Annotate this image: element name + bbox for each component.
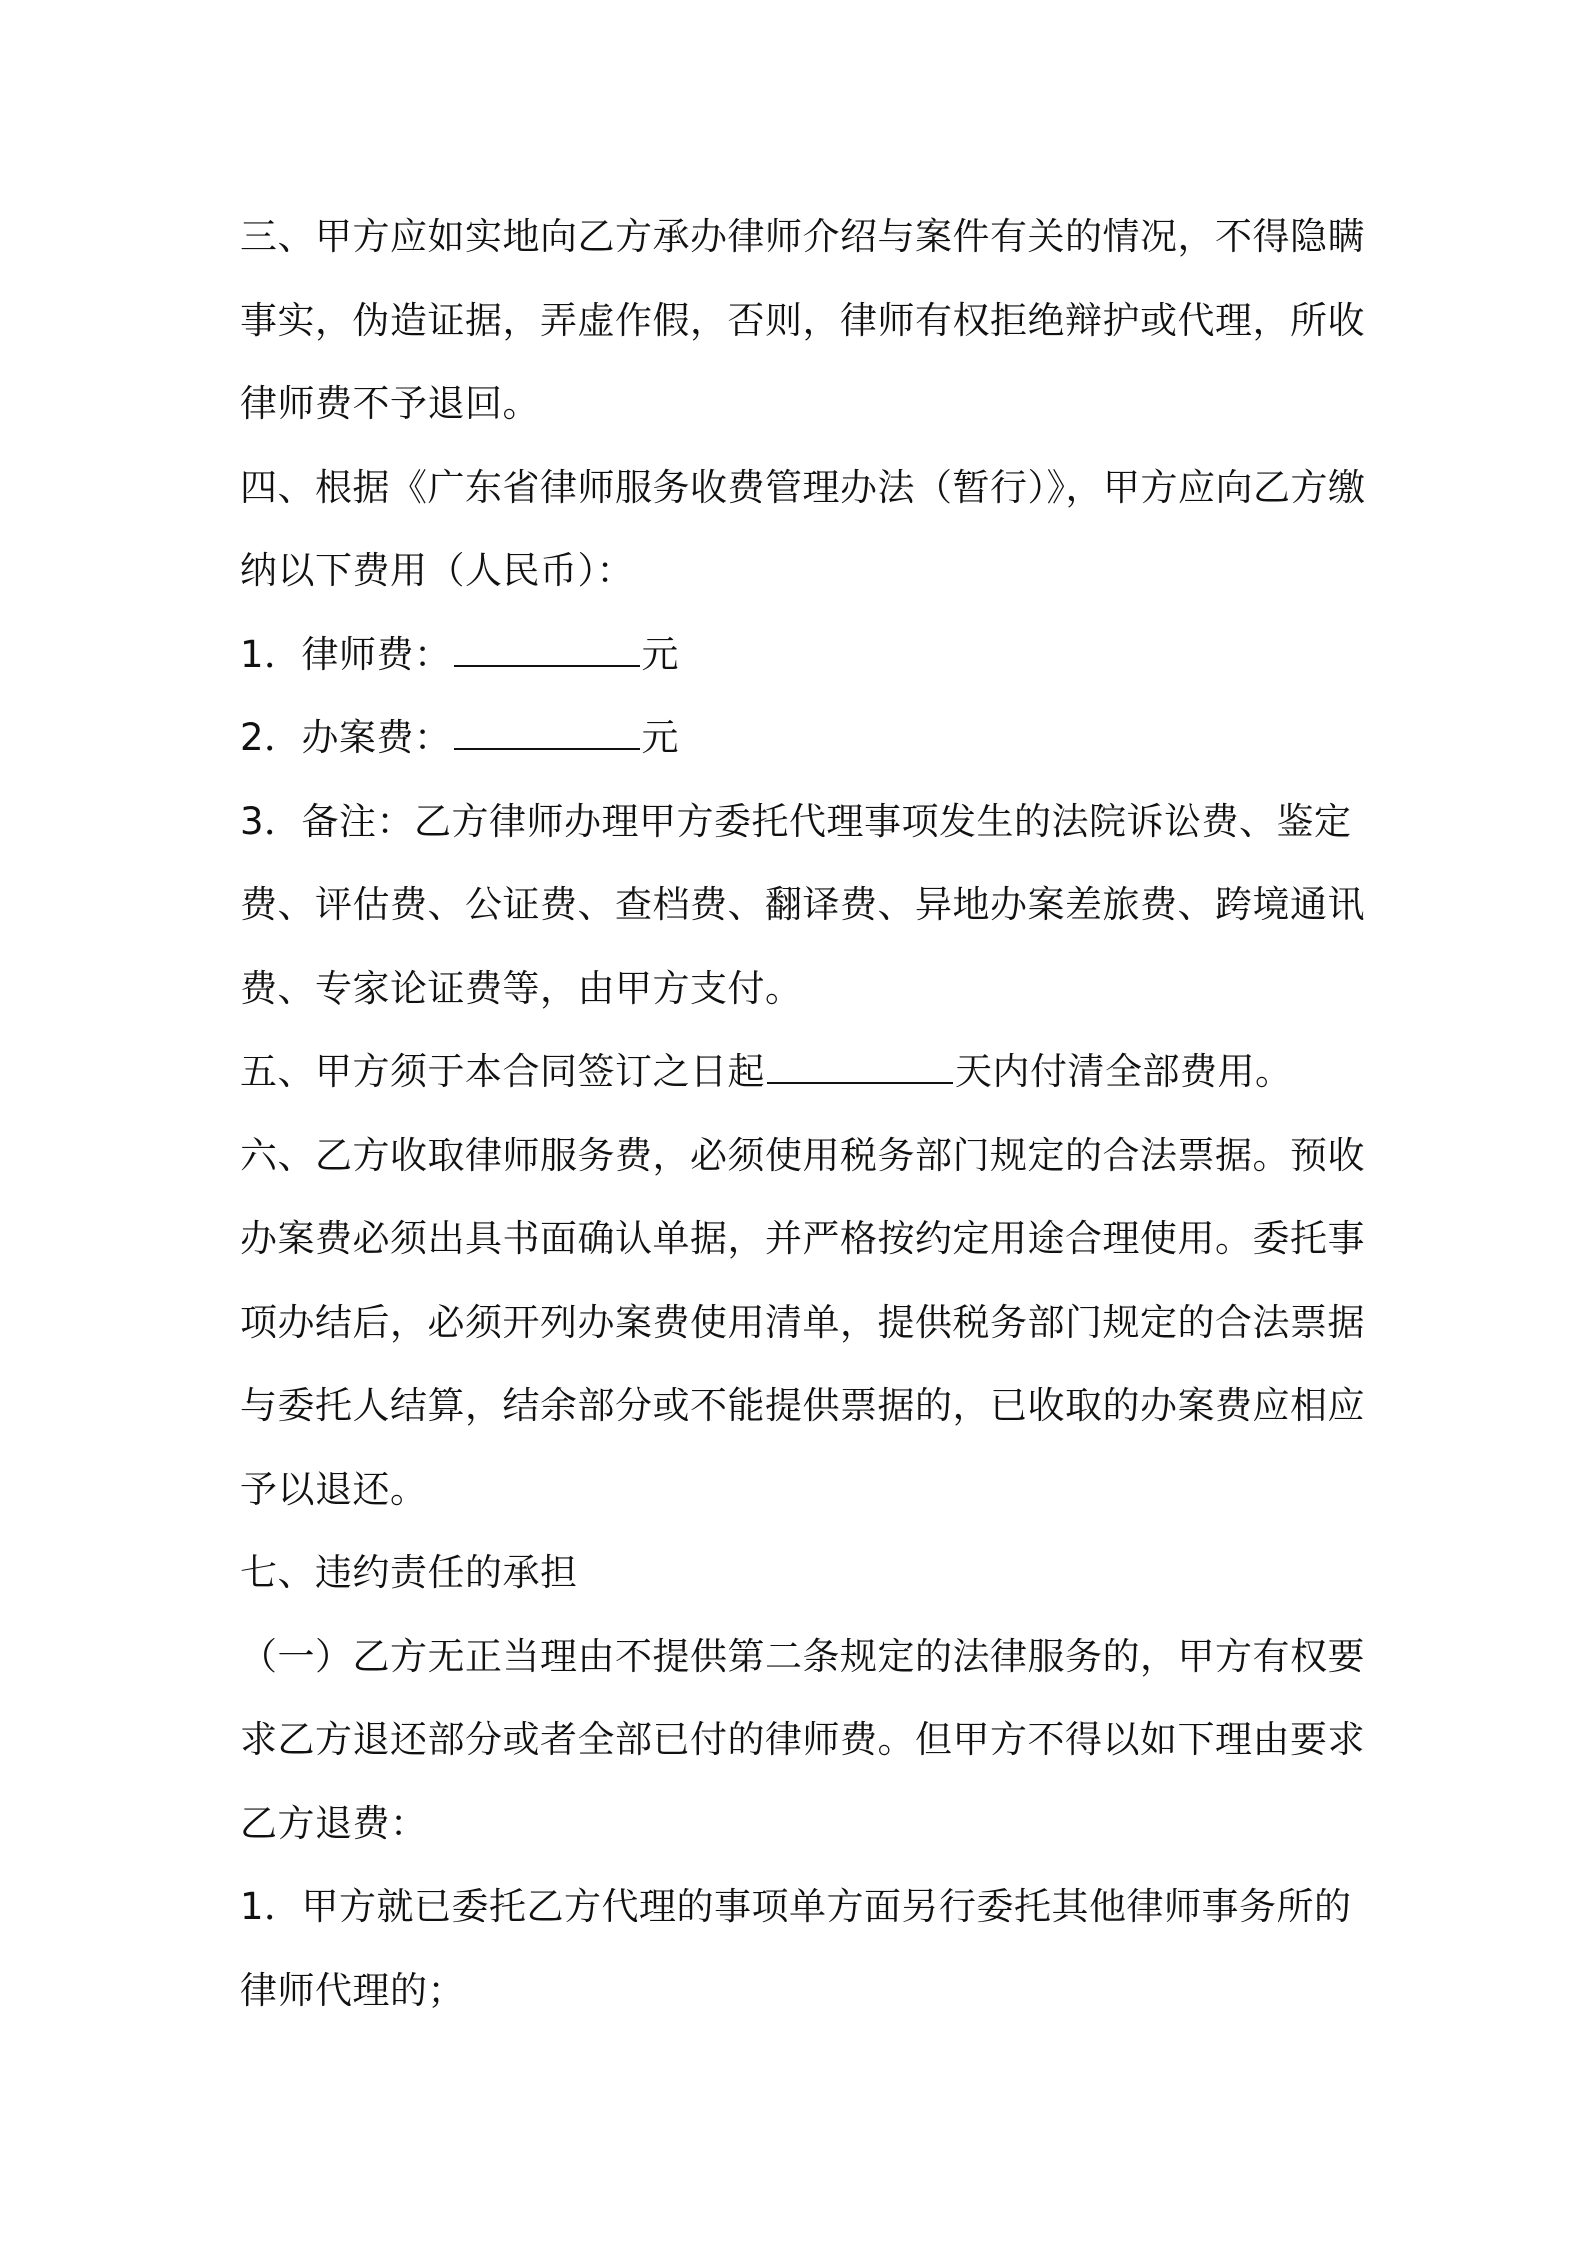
clause-3-line-3: 律师费不予退回。: [240, 382, 540, 425]
clause-7-1-item-1-line-1: 1．甲方就已委托乙方代理的事项单方面另行委托其他律师事务所的: [240, 1885, 1352, 1928]
clause-5-prefix: 五、甲方须于本合同签订之日起: [240, 1050, 765, 1093]
fee-note-line-3: 费、专家论证费等，由甲方支付。: [240, 966, 803, 1010]
clause-4-line-2: 纳以下费用（人民币）：: [240, 549, 634, 592]
clause-5-suffix: 天内付清全部费用。: [955, 1050, 1293, 1093]
clause-5: [240, 1030, 1350, 1114]
clause-7-1-line-1: （一）乙方无正当理由不提供第二条规定的法律服务的，甲方有权要: [240, 1634, 1365, 1678]
clause-7-heading: 七、违约责任的承担: [240, 1551, 578, 1594]
fee-item-case: [240, 696, 1350, 780]
clause-6-line-4: 与委托人结算，结余部分或不能提供票据的，已收取的办案费应相应: [240, 1384, 1365, 1427]
fee-note-line-1: 3．备注：乙方律师办理甲方委托代理事项发生的法院诉讼费、鉴定: [240, 799, 1352, 843]
fee-lawyer-blank[interactable]: [454, 635, 640, 667]
clause-3-line-1: 三、甲方应如实地向乙方承办律师介绍与案件有关的情况，不得隐瞒: [240, 215, 1365, 258]
fee-note-line-2: 费、评估费、公证费、查档费、翻译费、异地办案差旅费、跨境通讯: [240, 883, 1365, 926]
clause-6-line-3: 项办结后，必须开列办案费使用清单，提供税务部门规定的合法票据: [240, 1300, 1365, 1344]
fee-item-case-label: 2．办案费：: [240, 716, 452, 759]
clause-3-line-2: 事实，伪造证据，弄虚作假，否则，律师有权拒绝辩护或代理，所收: [240, 298, 1365, 342]
fee-item-lawyer: [240, 613, 1350, 697]
clause-7-1-line-3: 乙方退费：: [240, 1801, 428, 1845]
payment-days-blank[interactable]: [767, 1052, 953, 1084]
fee-case-blank[interactable]: [454, 718, 640, 750]
fee-item-lawyer-unit: 元: [641, 632, 680, 676]
fee-item-case-unit: 元: [641, 716, 680, 759]
clause-6-line-1: 六、乙方收取律师服务费，必须使用税务部门规定的合法票据。预收: [240, 1133, 1365, 1177]
clause-6-line-5: 予以退还。: [240, 1467, 428, 1511]
clause-4-line-1: 四、根据《广东省律师服务收费管理办法（暂行）》，甲方应向乙方缴: [240, 465, 1366, 509]
fee-item-lawyer-label: 1．律师费：: [240, 632, 452, 676]
document-body: [240, 195, 1366, 2032]
clause-7-1-item-1-line-2: 律师代理的；: [240, 1968, 465, 2012]
clause-7-1-line-2: 求乙方退还部分或者全部已付的律师费。但甲方不得以如下理由要求: [240, 1718, 1365, 1761]
clause-6-line-2: 办案费必须出具书面确认单据，并严格按约定用途合理使用。委托事: [240, 1217, 1365, 1260]
